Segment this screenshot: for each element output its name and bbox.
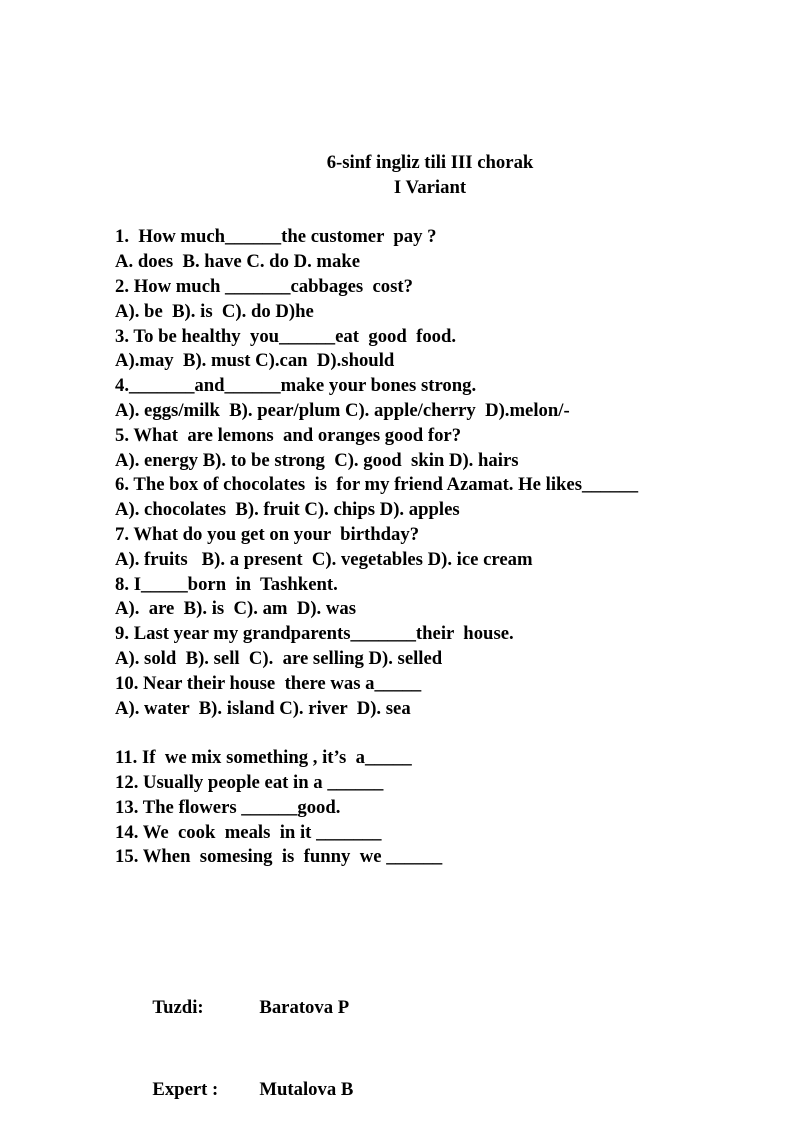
question-line-10: 10. Near their house there was a_____	[115, 672, 422, 694]
spacer	[115, 201, 745, 226]
signoff-block	[115, 966, 745, 1131]
option-line-3: A).may B). must C).can D).should	[115, 350, 395, 372]
question-line-2: 2. How much _______cabbages cost?	[115, 275, 413, 297]
signoff-row-expert	[115, 1049, 745, 1131]
question-line-15: 15. When somesing is funny we ______	[115, 846, 443, 868]
option-line-10: A). water B). island C). river D). sea	[115, 697, 411, 719]
question-line-6: 6. The box of chocolates is for my friend Azamat. He likes______	[115, 474, 639, 496]
signoff-label-author: Tuzdi:	[152, 996, 204, 1018]
option-line-4: A). eggs/milk B). pear/plum C). apple/cherry D).melon/-	[115, 399, 570, 421]
option-line-8: A). are B). is C). am D). was	[115, 598, 357, 620]
question-line-12: 12. Usually people eat in a ______	[115, 771, 384, 793]
option-line-2: A). be B). is C). do D)he	[115, 300, 314, 322]
page-title: 6-sinf ingliz tili III chorak	[326, 152, 534, 173]
question-line-4: 4._______and______make your bones strong.	[115, 375, 477, 397]
question-line-8: 8. I_____born in Tashkent.	[115, 573, 338, 595]
question-line-5: 5. What are lemons and oranges good for?	[115, 424, 462, 446]
question-line-14: 14. We cook meals in it _______	[115, 821, 382, 843]
signoff-name-expert: Mutalova B	[259, 1079, 354, 1101]
question-line-1: 1. How much______the customer pay ?	[115, 226, 437, 248]
question-line-9: 9. Last year my grandparents_______their house.	[115, 623, 514, 645]
title-block	[115, 151, 745, 201]
question-line-3: 3. To be healthy you______eat good food.	[115, 325, 457, 347]
option-line-6: A). chocolates B). fruit C). chips D). apples	[115, 499, 460, 521]
signoff-row-author	[115, 966, 745, 1049]
spacer	[115, 721, 745, 746]
question-line-7: 7. What do you get on your birthday?	[115, 523, 420, 545]
signoff-name-author: Baratova P	[259, 996, 350, 1018]
question-line-11: 11. If we mix something , it’s a_____	[115, 747, 412, 769]
signoff-label-expert: Expert :	[152, 1079, 219, 1101]
option-line-5: A). energy B). to be strong C). good skin D). hairs	[115, 449, 519, 471]
option-line-7: A). fruits B). a present C). vegetables D). ice cream	[115, 548, 533, 570]
option-line-1: A. does B. have C. do D. make	[115, 251, 361, 273]
option-line-9: A). sold B). sell C). are selling D). selled	[115, 647, 443, 669]
variant-subtitle: I Variant	[393, 176, 467, 198]
question-line-13: 13. The flowers ______good.	[115, 796, 341, 818]
